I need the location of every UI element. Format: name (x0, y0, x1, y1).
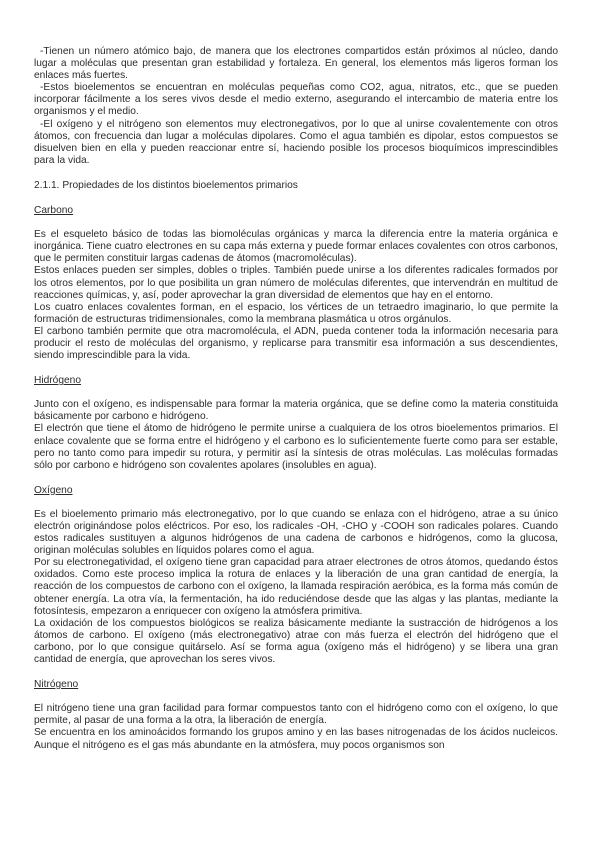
nitrogeno-section (34, 703, 558, 751)
body-paragraph: El carbono también permite que otra macromolécula, el ADN, pueda contener toda la información necesaria para producir el resto de moléculas del organismo, y replicarse para transmitir esa información a sus descendientes, siendo imprescindible para la vida. (34, 325, 558, 362)
body-paragraph: Por su electronegatividad, el oxígeno tiene gran capacidad para atraer electrones de otros átomos, quedando éstos oxidados. Como este proceso implica la rotura de enlaces y la liberación de una gran cantidad de energía, la reacción de los compuestos de carbono con el oxígeno, la llamada respiración aeróbica, es la forma más común de obtener energía. La otra vía, la fermentación, ha ido reduciéndose desde que las algas y las plantas, mediante la fotosíntesis, empezaron a enriquecer con oxígeno la atmósfera primitiva. (34, 557, 558, 617)
heading-carbono: Carbono (34, 205, 74, 217)
intro-paragraph: -Tienen un número atómico bajo, de manera que los electrones compartidos están próximos al núcleo, dando lugar a moléculas que presentan gran estabilidad y fortaleza. En general, los elementos más ligeros forman los enlaces más fuertes. (34, 46, 558, 82)
body-paragraph: Junto con el oxígeno, es indispensable para formar la materia orgánica, que se define como la materia constituida básicamente por carbono e hidrógeno. (34, 399, 558, 423)
heading-nitrogeno: Nitrógeno (34, 679, 79, 691)
body-paragraph: Es el bioelemento primario más electronegativo, por lo que cuando se enlaza con el hidrógeno, atrae a su único electrón originándose polos eléctricos. Por eso, los radicales -OH, -CHO y -COOH son radicales polares. Cuando estos radicales sustituyen a algunos hidrógenos de una cadena de carbonos e hidrógenos, como la glucosa, originan moléculas solubles en líquidos polares como el agua. (34, 508, 558, 557)
body-paragraph: Estos enlaces pueden ser simples, dobles o triples. También puede unirse a los diferentes radicales formados por los otros elementos, por lo que posibilita un gran número de moléculas diferentes, que intervendrán en multitud de reacciones químicas, y, así, poder aprovechar la gran diversidad de elementos que hay en el entorno. (34, 265, 558, 301)
intro-paragraph: -Estos bioelementos se encuentran en moléculas pequeñas como CO2, agua, nitratos, etc., que se pueden incorporar fácilmente a los seres vivos desde el medio externo, asegurando el intercambio de materia entre los organismos y el medio. (34, 82, 558, 118)
body-paragraph: Los cuatro enlaces covalentes forman, en el espacio, los vértices de un tetraedro imaginario, lo que permite la formación de estructuras tridimensionales, como la membrana plasmática u otros orgánulos. (34, 301, 558, 325)
body-paragraph: La oxidación de los compuestos biológicos se realiza básicamente mediante la sustracción de hidrógenos a los átomos de carbono. El oxígeno (más electronegativo) atrae con más fuerza el electrón del hidrógeno que el carbono, por lo que consigue quitárselo. Así se forma agua (oxígeno más el hidrógeno) y se libera una gran cantidad de energía, que aprovechan los seres vivos. (34, 617, 558, 666)
oxigeno-section (34, 509, 558, 666)
intro-section (34, 46, 558, 167)
body-paragraph: Es el esqueleto básico de todas las biomoléculas orgánicas y marca la diferencia entre la materia orgánica e inorgánica. Tiene cuatro electrones en su capa más externa y puede formar enlaces covalentes con otros carbonos, que le permiten constituir largas cadenas de átomos (macromoléculas). (34, 229, 558, 265)
heading-oxigeno: Oxígeno (34, 484, 73, 496)
carbono-section (34, 229, 558, 362)
body-paragraph: Se encuentra en los aminoácidos formando los grupos amino y en las bases nitrogenadas de los ácidos nucleicos. Aunque el nitrógeno es el gas más abundante en la atmósfera, muy pocos organismos son (34, 727, 558, 751)
heading-hidrogeno: Hidrógeno (34, 375, 82, 387)
intro-paragraph: -El oxígeno y el nitrógeno son elementos muy electronegativos, por lo que al unirse covalentemente con otros átomos, con frecuencia dan lugar a moléculas dipolares. Como el agua también es dipolar, estos compuestos se disuelven bien en ella y pueden reaccionar entre sí, haciendo posible los procesos bioquímicos imprescindibles para la vida. (34, 118, 558, 166)
body-paragraph: El nitrógeno tiene una gran facilidad para formar compuestos tanto con el hidrógeno como con el oxígeno, lo que permite, al pasar de una forma a la otra, la liberación de energía. (34, 703, 558, 727)
body-paragraph: El electrón que tiene el átomo de hidrógeno le permite unirse a cualquiera de los otros bioelementos primarios. El enlace covalente que se forma entre el hidrógeno y el carbono es lo suficientemente fuerte como para ser estable, pero no tanto como para impedir su rotura, y permitir así la síntesis de otras moléculas. Las moléculas formadas sólo por carbono e hidrógeno son covalentes apolares (insolubles en agua). (34, 423, 558, 471)
hidrogeno-section (34, 399, 558, 472)
section-title: 2.1.1. Propiedades de los distintos bioelementos primarios (34, 179, 298, 191)
